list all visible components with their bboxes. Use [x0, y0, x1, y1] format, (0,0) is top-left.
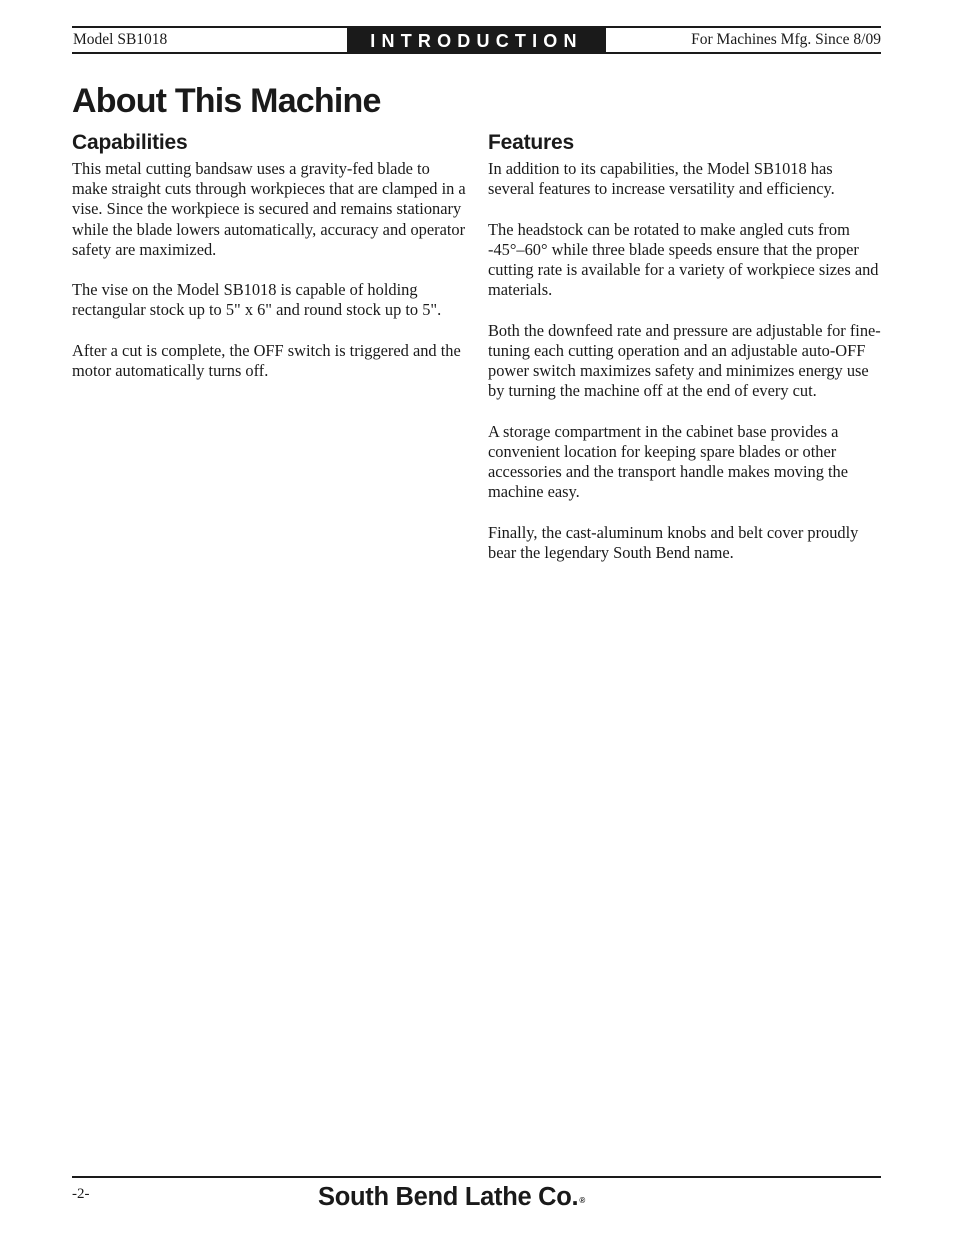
footer-rule — [72, 1176, 881, 1178]
features-column — [488, 128, 883, 583]
capabilities-paragraph: After a cut is complete, the OFF switch is triggered and the motor automatically turns off. — [72, 340, 461, 380]
features-paragraph: In addition to its capabilities, the Model SB1018 has several features to increase versatility and efficiency. — [488, 159, 835, 199]
features-paragraph: The headstock can be rotated to make angled cuts from -45°–60° while three blade speeds ensure that the proper cutting rate is available for a variety of workpiece sizes and materials. — [488, 219, 879, 300]
brand-logo — [318, 1181, 585, 1213]
features-paragraph: A storage compartment in the cabinet base provides a convenient location for keeping spare blades or other accessories and the transport handle makes moving the machine easy. — [488, 421, 849, 502]
page-number: -2- — [72, 1186, 90, 1202]
header-section-tab: INTRODUCTION — [347, 28, 606, 52]
capabilities-heading: Capabilities — [72, 131, 188, 154]
page-footer — [72, 1176, 881, 1216]
capabilities-column — [72, 128, 467, 401]
header-model: Model SB1018 — [73, 31, 168, 48]
header-bottom-rule — [72, 52, 881, 54]
header-mfg-date: For Machines Mfg. Since 8/09 — [691, 31, 881, 48]
features-paragraph: Both the downfeed rate and pressure are adjustable for fine-tuning each cutting operation and an adjustable auto-OFF power switch maximizes safety and minimizes energy use by turning the machine off at the end of every cut. — [488, 320, 881, 401]
brand-name: South Bend Lathe Co. — [318, 1183, 579, 1211]
features-paragraph: Finally, the cast-aluminum knobs and belt cover proudly bear the legendary South Bend name. — [488, 522, 859, 562]
registered-mark-icon: ® — [579, 1196, 585, 1205]
capabilities-paragraph: The vise on the Model SB1018 is capable of holding rectangular stock up to 5" x 6" and round stock up to 5". — [72, 280, 442, 320]
page-header — [72, 26, 881, 56]
page-title: About This Machine — [72, 82, 381, 120]
capabilities-paragraph: This metal cutting bandsaw uses a gravity-fed blade to make straight cuts through workpieces that are clamped in a vise. Since the workpiece is secured and remains stationary while the blade lowers automatically, accuracy and operator safety are maximized. — [72, 159, 466, 259]
features-heading: Features — [488, 131, 574, 154]
